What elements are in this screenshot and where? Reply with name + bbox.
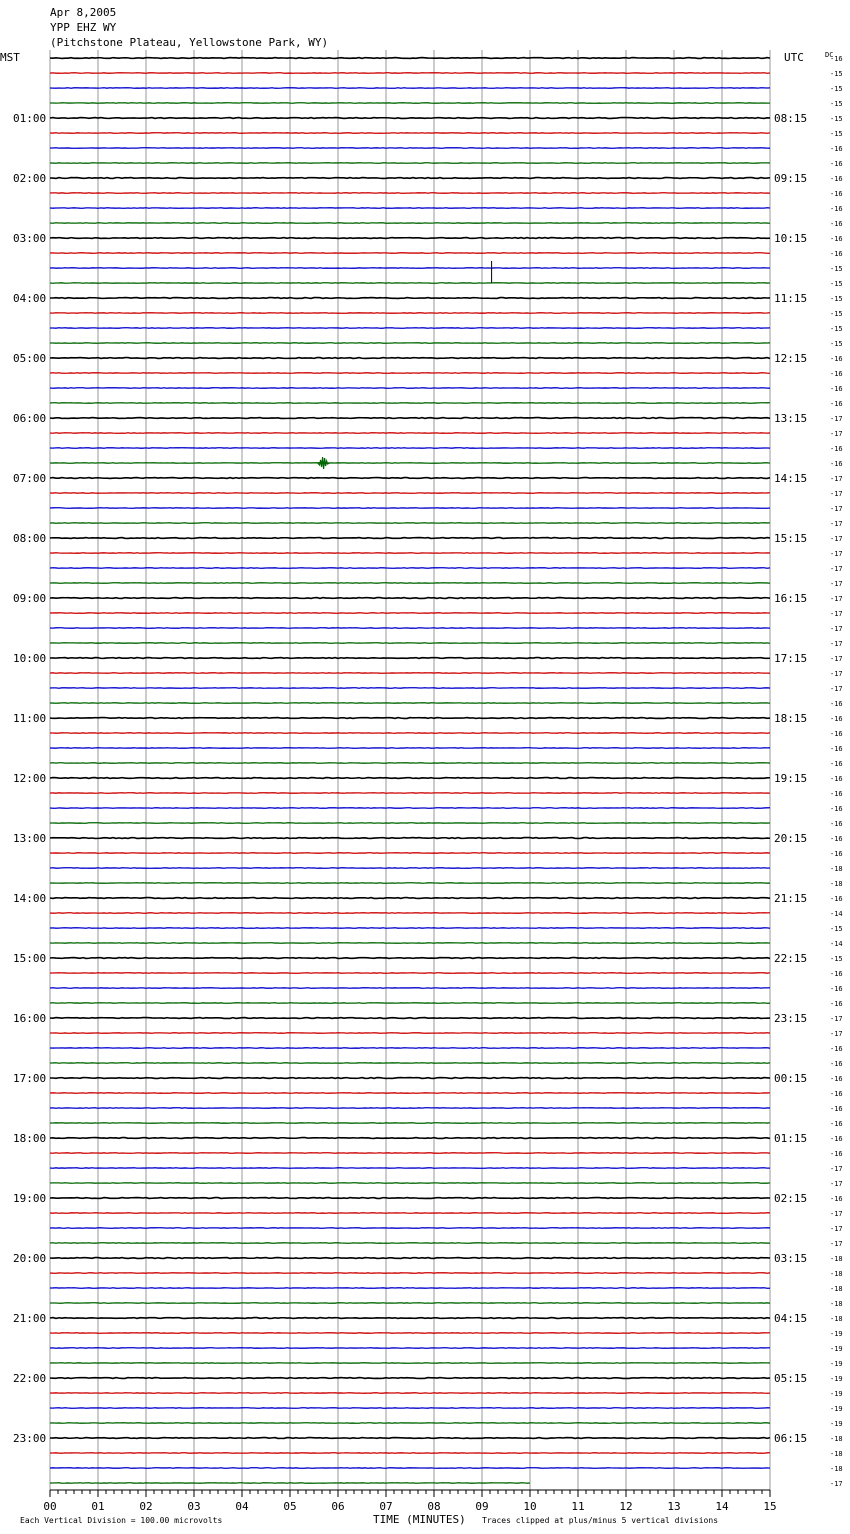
utc-hour-label: 22:15 xyxy=(774,952,808,965)
dc-offset-label: -16 xyxy=(830,745,843,753)
dc-offset-label: -16 xyxy=(830,1045,843,1053)
dc-offset-label: -16 xyxy=(830,460,843,468)
trace-row-2 xyxy=(50,73,770,74)
trace-row-49 xyxy=(50,778,770,779)
dc-offset-label: -17 xyxy=(830,640,843,648)
utc-hour-labels xyxy=(774,112,807,1445)
utc-hour-label: 06:15 xyxy=(774,1432,808,1445)
trace-row-37 xyxy=(50,598,770,599)
dc-offset-label: -16 xyxy=(830,850,843,858)
dc-offset-label: -17 xyxy=(830,670,843,678)
trace-row-53 xyxy=(50,838,770,839)
dc-offset-label: -17 xyxy=(830,535,843,543)
dc-offset-label: -14 xyxy=(830,940,843,948)
dc-offset-label: -18 xyxy=(830,1450,843,1458)
utc-hour-label: 04:15 xyxy=(774,1312,808,1325)
dc-offset-label: -17 xyxy=(830,595,843,603)
mst-hour-label: 13:00 xyxy=(13,832,47,845)
trace-row-87 xyxy=(50,1348,770,1349)
utc-hour-label: 02:15 xyxy=(774,1192,808,1205)
trace-row-41 xyxy=(50,658,770,659)
dc-offset-label: -15 xyxy=(830,310,843,318)
dc-offset-label: -15 xyxy=(830,280,843,288)
utc-hour-label: 14:15 xyxy=(774,472,808,485)
mst-hour-label: 02:00 xyxy=(13,172,47,185)
dc-offset-label: -14 xyxy=(830,910,843,918)
x-tick-label: 09 xyxy=(475,1500,489,1513)
dc-offset-label: -18 xyxy=(830,1435,843,1443)
dc-offset-label: -16 xyxy=(830,400,843,408)
trace-row-69 xyxy=(50,1078,770,1079)
mst-hour-label: 18:00 xyxy=(13,1132,47,1145)
dc-offset-label: -18 xyxy=(830,1315,843,1323)
mst-hour-labels xyxy=(13,112,46,1445)
dc-label: DC xyxy=(825,51,834,59)
utc-hour-label: 11:15 xyxy=(774,292,808,305)
dc-offset-label: -16 xyxy=(830,970,843,978)
footer xyxy=(20,1513,718,1526)
trace-row-7 xyxy=(50,148,770,149)
trace-row-68 xyxy=(50,1063,770,1064)
trace-row-43 xyxy=(50,688,770,689)
trace-row-94 xyxy=(50,1453,770,1454)
trace-row-8 xyxy=(50,163,770,164)
dc-offset-label: -16 xyxy=(830,445,843,453)
trace-row-86 xyxy=(50,1333,770,1334)
x-tick-label: 13 xyxy=(667,1500,681,1513)
trace-row-39 xyxy=(50,628,770,629)
dc-offset-label: -17 xyxy=(830,580,843,588)
dc-offset-label: -17 xyxy=(830,685,843,693)
trace-row-13 xyxy=(50,238,770,239)
mst-hour-label: 22:00 xyxy=(13,1372,47,1385)
trace-row-64 xyxy=(50,1003,770,1004)
mst-hour-label: 21:00 xyxy=(13,1312,47,1325)
trace-row-32 xyxy=(50,523,770,524)
trace-row-92 xyxy=(50,1423,770,1424)
trace-row-93 xyxy=(50,1438,770,1439)
x-tick-label: 15 xyxy=(763,1500,777,1513)
dc-offset-label: -16 xyxy=(830,1060,843,1068)
dc-offset-label: -16 xyxy=(830,1150,843,1158)
dc-offset-label: -16 xyxy=(830,820,843,828)
x-tick-label: 01 xyxy=(91,1500,105,1513)
trace-row-6 xyxy=(50,133,770,134)
trace-row-57 xyxy=(50,898,770,899)
mst-hour-label: 09:00 xyxy=(13,592,47,605)
trace-row-16 xyxy=(50,283,770,284)
dc-offset-label: -17 xyxy=(830,1015,843,1023)
trace-row-79 xyxy=(50,1228,770,1229)
trace-row-21 xyxy=(50,358,770,359)
mst-hour-label: 03:00 xyxy=(13,232,47,245)
dc-offset-label: -17 xyxy=(830,505,843,513)
left-timezone-label: MST xyxy=(0,51,20,64)
dc-offset-label: -16 xyxy=(830,355,843,363)
header xyxy=(0,6,833,64)
utc-hour-label: 09:15 xyxy=(774,172,808,185)
dc-offset-label: -16 xyxy=(830,1135,843,1143)
trace-row-36 xyxy=(50,583,770,584)
utc-hour-label: 03:15 xyxy=(774,1252,808,1265)
utc-hour-label: 12:15 xyxy=(774,352,808,365)
dc-offset-label: -17 xyxy=(830,1180,843,1188)
trace-row-66 xyxy=(50,1033,770,1034)
dc-offset-label: -19 xyxy=(830,1420,843,1428)
mst-hour-label: 07:00 xyxy=(13,472,47,485)
dc-offset-label: -17 xyxy=(830,1030,843,1038)
scale-note: Each Vertical Division = 100.00 microvolts xyxy=(20,1516,223,1525)
trace-row-70 xyxy=(50,1093,770,1094)
seismic-events xyxy=(318,261,492,469)
trace-row-90 xyxy=(50,1393,770,1394)
trace-row-15 xyxy=(50,268,770,269)
dc-offset-label: -18 xyxy=(830,880,843,888)
trace-row-88 xyxy=(50,1363,770,1364)
dc-offset-label: -16 xyxy=(830,1120,843,1128)
x-tick-label: 06 xyxy=(331,1500,345,1513)
mst-hour-label: 10:00 xyxy=(13,652,47,665)
trace-row-5 xyxy=(50,118,770,119)
mst-hour-label: 12:00 xyxy=(13,772,47,785)
trace-row-34 xyxy=(50,553,770,554)
x-tick-label: 03 xyxy=(187,1500,201,1513)
dc-offset-label: -18 xyxy=(830,1255,843,1263)
trace-row-35 xyxy=(50,568,770,569)
mst-hour-label: 08:00 xyxy=(13,532,47,545)
dc-offset-label: -18 xyxy=(830,1270,843,1278)
trace-row-27 xyxy=(50,448,770,449)
mst-hour-label: 23:00 xyxy=(13,1432,47,1445)
x-tick-label: 02 xyxy=(139,1500,153,1513)
trace-row-52 xyxy=(50,823,770,824)
mst-hour-label: 06:00 xyxy=(13,412,47,425)
dc-offset-label: -17 xyxy=(830,1240,843,1248)
dc-offset-label: -15 xyxy=(830,955,843,963)
dc-offset-label: -17 xyxy=(830,1165,843,1173)
dc-offset-label: -16 xyxy=(830,145,843,153)
trace-row-51 xyxy=(50,808,770,809)
trace-row-60 xyxy=(50,943,770,944)
utc-hour-label: 23:15 xyxy=(774,1012,808,1025)
dc-offset-label: -16 xyxy=(830,1000,843,1008)
utc-hour-label: 15:15 xyxy=(774,532,808,545)
dc-offset-label: -17 xyxy=(830,610,843,618)
dc-offset-label: -16 xyxy=(830,220,843,228)
trace-row-29 xyxy=(50,478,770,479)
trace-row-55 xyxy=(50,868,770,869)
mst-hour-label: 16:00 xyxy=(13,1012,47,1025)
trace-row-77 xyxy=(50,1198,770,1199)
trace-row-42 xyxy=(50,673,770,674)
trace-row-9 xyxy=(50,178,770,179)
utc-hour-label: 05:15 xyxy=(774,1372,808,1385)
x-tick-label: 07 xyxy=(379,1500,393,1513)
utc-hour-label: 08:15 xyxy=(774,112,808,125)
dc-offset-label: -15 xyxy=(830,340,843,348)
dc-offset-label: -17 xyxy=(830,655,843,663)
dc-offset-label: -16 xyxy=(830,190,843,198)
trace-row-24 xyxy=(50,403,770,404)
dc-offset-label: -16 xyxy=(830,790,843,798)
trace-row-26 xyxy=(50,433,770,434)
dc-offset-label: -15 xyxy=(830,295,843,303)
trace-row-33 xyxy=(50,538,770,539)
dc-offset-label: -19 xyxy=(830,1405,843,1413)
right-timezone-label: UTC xyxy=(784,51,804,64)
dc-offset-label: -16 xyxy=(830,250,843,258)
trace-row-56 xyxy=(50,883,770,884)
trace-row-67 xyxy=(50,1048,770,1049)
trace-row-72 xyxy=(50,1123,770,1124)
dc-offset-label: -16 xyxy=(830,760,843,768)
mst-hour-label: 14:00 xyxy=(13,892,47,905)
trace-row-3 xyxy=(50,88,770,89)
dc-offset-label: -18 xyxy=(830,1300,843,1308)
event-burst-2 xyxy=(318,457,330,469)
clip-note: Traces clipped at plus/minus 5 vertical divisions xyxy=(482,1516,719,1525)
dc-offset-label: -16 xyxy=(830,700,843,708)
utc-hour-label: 01:15 xyxy=(774,1132,808,1145)
trace-row-12 xyxy=(50,223,770,224)
seismic-traces xyxy=(50,58,770,1484)
utc-hour-label: 17:15 xyxy=(774,652,808,665)
trace-row-40 xyxy=(50,643,770,644)
dc-offset-label: -16 xyxy=(830,1075,843,1083)
trace-row-25 xyxy=(50,418,770,419)
date-label: Apr 8,2005 xyxy=(50,6,117,19)
dc-offset-label: -19 xyxy=(830,1360,843,1368)
trace-row-59 xyxy=(50,928,770,929)
dc-offset-label: -15 xyxy=(830,70,843,78)
dc-offset-label: -17 xyxy=(830,430,843,438)
dc-offset-label: -16 xyxy=(830,1105,843,1113)
dc-offset-label: -15 xyxy=(830,115,843,123)
trace-row-65 xyxy=(50,1018,770,1019)
trace-row-96 xyxy=(50,1483,530,1484)
trace-row-76 xyxy=(50,1183,770,1184)
dc-offset-label: -16 xyxy=(830,370,843,378)
trace-row-84 xyxy=(50,1303,770,1304)
dc-offset-label: -16 xyxy=(830,175,843,183)
dc-offset-label: -18 xyxy=(830,865,843,873)
x-axis-title: TIME (MINUTES) xyxy=(373,1513,466,1526)
x-axis xyxy=(43,1490,776,1513)
dc-offset-label: -16 xyxy=(830,730,843,738)
trace-row-17 xyxy=(50,298,770,299)
trace-row-44 xyxy=(50,703,770,704)
trace-row-63 xyxy=(50,988,770,989)
trace-row-78 xyxy=(50,1213,770,1214)
dc-offset-label: -17 xyxy=(830,1210,843,1218)
location-label: (Pitchstone Plateau, Yellowstone Park, WY) xyxy=(50,36,329,49)
dc-offset-label: -15 xyxy=(830,925,843,933)
utc-hour-label: 00:15 xyxy=(774,1072,808,1085)
station-label: YPP EHZ WY xyxy=(50,21,117,34)
trace-row-28 xyxy=(50,463,770,464)
utc-hour-label: 20:15 xyxy=(774,832,808,845)
dc-offset-label: -15 xyxy=(830,130,843,138)
dc-offset-labels xyxy=(830,55,843,1488)
x-tick-label: 04 xyxy=(235,1500,249,1513)
dc-offset-label: -17 xyxy=(830,520,843,528)
dc-offset-label: -19 xyxy=(830,1330,843,1338)
dc-offset-label: -16 xyxy=(830,715,843,723)
trace-row-61 xyxy=(50,958,770,959)
mst-hour-label: 15:00 xyxy=(13,952,47,965)
trace-row-81 xyxy=(50,1258,770,1259)
dc-offset-label: -16 xyxy=(830,55,843,63)
trace-row-10 xyxy=(50,193,770,194)
dc-offset-label: -19 xyxy=(830,1390,843,1398)
utc-hour-label: 19:15 xyxy=(774,772,808,785)
trace-row-71 xyxy=(50,1108,770,1109)
utc-hour-label: 10:15 xyxy=(774,232,808,245)
mst-hour-label: 05:00 xyxy=(13,352,47,365)
x-tick-label: 10 xyxy=(523,1500,537,1513)
dc-offset-label: -15 xyxy=(830,100,843,108)
trace-row-30 xyxy=(50,493,770,494)
trace-row-47 xyxy=(50,748,770,749)
trace-row-46 xyxy=(50,733,770,734)
dc-offset-label: -15 xyxy=(830,325,843,333)
trace-row-58 xyxy=(50,913,770,914)
dc-offset-label: -16 xyxy=(830,385,843,393)
x-tick-label: 12 xyxy=(619,1500,633,1513)
utc-hour-label: 18:15 xyxy=(774,712,808,725)
dc-offset-label: -16 xyxy=(830,1090,843,1098)
trace-row-14 xyxy=(50,253,770,254)
x-tick-label: 11 xyxy=(571,1500,585,1513)
mst-hour-label: 04:00 xyxy=(13,292,47,305)
mst-hour-label: 11:00 xyxy=(13,712,47,725)
dc-offset-label: -16 xyxy=(830,205,843,213)
dc-offset-label: -17 xyxy=(830,415,843,423)
trace-row-82 xyxy=(50,1273,770,1274)
mst-hour-label: 01:00 xyxy=(13,112,47,125)
trace-row-62 xyxy=(50,973,770,974)
dc-offset-label: -18 xyxy=(830,1465,843,1473)
dc-offset-label: -17 xyxy=(830,565,843,573)
dc-offset-label: -16 xyxy=(830,160,843,168)
trace-row-11 xyxy=(50,208,770,209)
utc-hour-label: 21:15 xyxy=(774,892,808,905)
trace-row-50 xyxy=(50,793,770,794)
dc-offset-label: -17 xyxy=(830,490,843,498)
trace-row-74 xyxy=(50,1153,770,1154)
utc-hour-label: 13:15 xyxy=(774,412,808,425)
trace-row-4 xyxy=(50,103,770,104)
trace-row-45 xyxy=(50,718,770,719)
trace-row-95 xyxy=(50,1468,770,1469)
trace-row-85 xyxy=(50,1318,770,1319)
trace-row-22 xyxy=(50,373,770,374)
mst-hour-label: 19:00 xyxy=(13,1192,47,1205)
dc-offset-label: -16 xyxy=(830,775,843,783)
trace-row-23 xyxy=(50,388,770,389)
dc-offset-label: -17 xyxy=(830,625,843,633)
trace-row-20 xyxy=(50,343,770,344)
dc-offset-label: -18 xyxy=(830,1285,843,1293)
x-tick-label: 00 xyxy=(43,1500,57,1513)
x-tick-label: 14 xyxy=(715,1500,729,1513)
trace-row-91 xyxy=(50,1408,770,1409)
trace-row-80 xyxy=(50,1243,770,1244)
trace-row-1 xyxy=(50,58,770,59)
trace-row-73 xyxy=(50,1138,770,1139)
trace-row-89 xyxy=(50,1378,770,1379)
dc-offset-label: -17 xyxy=(830,550,843,558)
time-gridlines xyxy=(50,50,770,1490)
dc-offset-label: -15 xyxy=(830,265,843,273)
dc-offset-label: -19 xyxy=(830,1375,843,1383)
trace-row-48 xyxy=(50,763,770,764)
dc-offset-label: -16 xyxy=(830,895,843,903)
mst-hour-label: 20:00 xyxy=(13,1252,47,1265)
trace-row-19 xyxy=(50,328,770,329)
dc-offset-label: -16 xyxy=(830,805,843,813)
trace-row-38 xyxy=(50,613,770,614)
trace-row-75 xyxy=(50,1168,770,1169)
x-tick-label: 08 xyxy=(427,1500,441,1513)
dc-offset-label: -17 xyxy=(830,475,843,483)
trace-row-54 xyxy=(50,853,770,854)
trace-row-83 xyxy=(50,1288,770,1289)
dc-offset-label: -19 xyxy=(830,1345,843,1353)
trace-row-31 xyxy=(50,508,770,509)
dc-offset-label: -16 xyxy=(830,235,843,243)
mst-hour-label: 17:00 xyxy=(13,1072,47,1085)
dc-offset-label: -17 xyxy=(830,1225,843,1233)
dc-offset-label: -17 xyxy=(830,1480,843,1488)
dc-offset-label: -16 xyxy=(830,835,843,843)
utc-hour-label: 16:15 xyxy=(774,592,808,605)
trace-row-18 xyxy=(50,313,770,314)
dc-offset-label: -16 xyxy=(830,1195,843,1203)
dc-offset-label: -16 xyxy=(830,985,843,993)
x-tick-label: 05 xyxy=(283,1500,297,1513)
dc-offset-label: -15 xyxy=(830,85,843,93)
